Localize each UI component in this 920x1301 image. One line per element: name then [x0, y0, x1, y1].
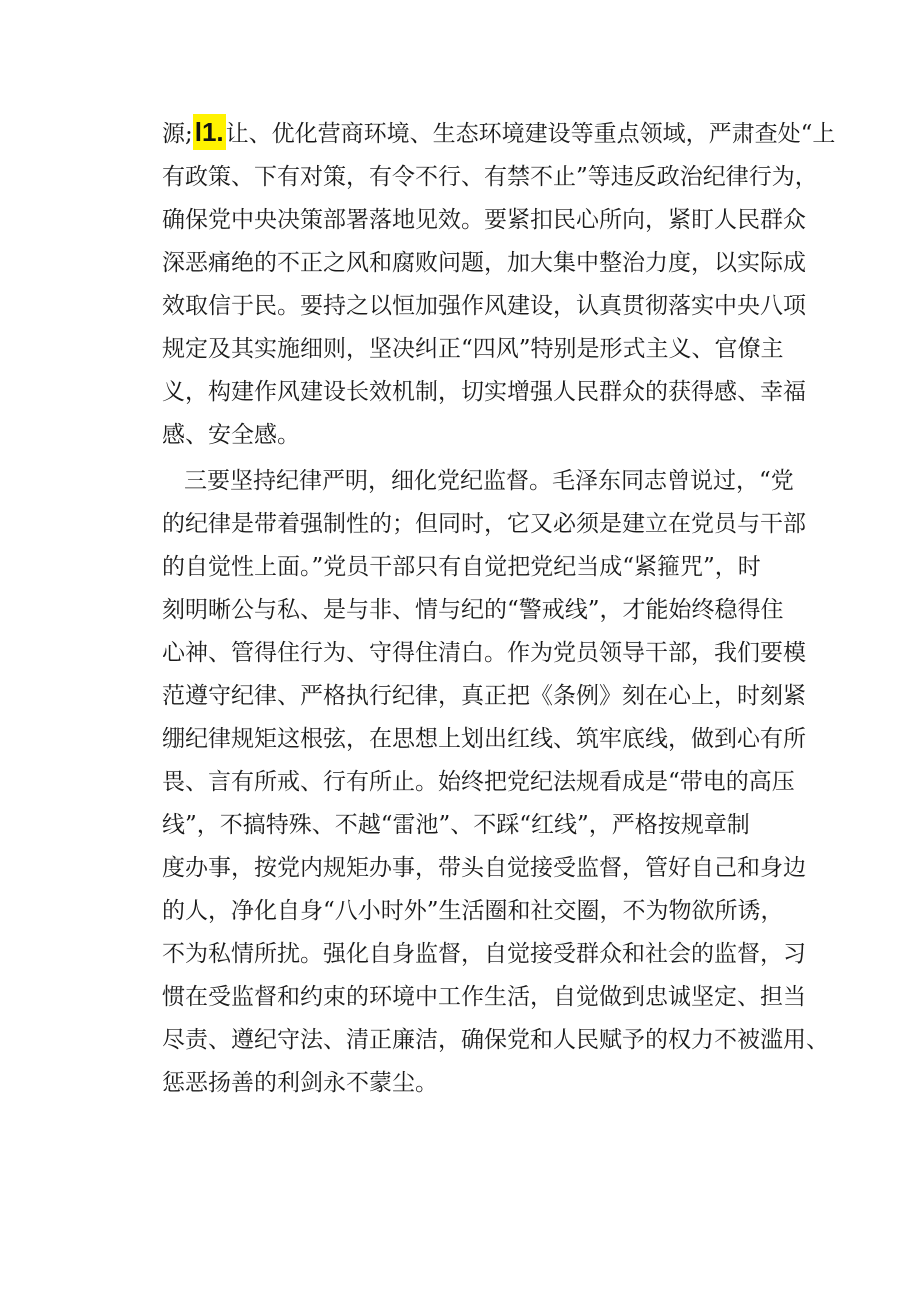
paragraph-1-line-1 — [162, 114, 835, 154]
paragraph-2-line: 绷纪律规矩这根弦，在思想上划出红线、筑牢底线，做到心有所 — [162, 726, 806, 752]
paragraph-2-line: 的自觉性上面。”党员干部只有自觉把党纪当成“紧箍咒”，时 — [162, 554, 761, 580]
paragraph-1-line: 深恶痛绝的不正之风和腐败问题，加大集中整治力度，以实际成 — [162, 250, 806, 276]
paragraph-2-line: 惯在受监督和约束的环境中工作生活，自觉做到忠诚坚定、担当 — [162, 984, 806, 1010]
paragraph-1-line: 感、安全感。 — [162, 422, 300, 448]
paragraph-2-line: 范遵守纪律、严格执行纪律，真正把《条例》刻在心上，时刻紧 — [162, 683, 806, 709]
line-prefix: 源; — [162, 121, 193, 147]
paragraph-2-line: 尽责、遵纪守法、清正廉洁，确保党和人民赋予的权力不被滥用、 — [162, 1027, 829, 1053]
paragraph-2-line: 不为私情所扰。强化自身监督，自觉接受群众和社会的监督，习 — [162, 941, 806, 967]
paragraph-1-line: 规定及其实施细则，坚决纠正“四风”特别是形式主义、官僚主 — [162, 336, 784, 362]
line-rest: 让、优化营商环境、生态环境建设等重点领域，严肃查处“上 — [225, 121, 836, 147]
highlight-marker: l1. — [193, 114, 226, 150]
paragraph-1-line: 效取信于民。要持之以恒加强作风建设，认真贯彻落实中央八项 — [162, 293, 806, 319]
paragraph-1-line: 有政策、下有对策，有令不行、有禁不止”等违反政治纪律行为， — [162, 164, 818, 190]
paragraph-2-line: 线”，不搞特殊、不越“雷池”、不踩“红线”，严格按规章制 — [162, 812, 750, 838]
paragraph-2-line: 畏、言有所戒、行有所止。始终把党纪法规看成是“带电的高压 — [162, 769, 795, 795]
paragraph-2-line: 三要坚持纪律严明，细化党纪监督。毛泽东同志曾说过，“党 — [184, 468, 794, 494]
paragraph-2-line: 刻明晰公与私、是与非、情与纪的“警戒线”，才能始终稳得住 — [162, 597, 784, 623]
paragraph-2-line: 心神、管得住行为、守得住清白。作为党员领导干部，我们要模 — [162, 640, 806, 666]
paragraph-1-line: 义，构建作风建设长效机制，切实增强人民群众的获得感、幸福 — [162, 379, 806, 405]
paragraph-2-line: 的人，净化自身“八小时外”生活圈和社交圈，不为物欲所诱， — [162, 898, 784, 924]
paragraph-1-line: 确保党中央决策部署落地见效。要紧扣民心所向，紧盯人民群众 — [162, 207, 806, 233]
paragraph-2-line: 的纪律是带着强制性的；但同时，它又必须是建立在党员与干部 — [162, 511, 806, 537]
paragraph-2-line: 惩恶扬善的利剑永不蒙尘。 — [162, 1070, 438, 1096]
paragraph-2-line: 度办事，按党内规矩办事，带头自觉接受监督，管好自己和身边 — [162, 855, 806, 881]
